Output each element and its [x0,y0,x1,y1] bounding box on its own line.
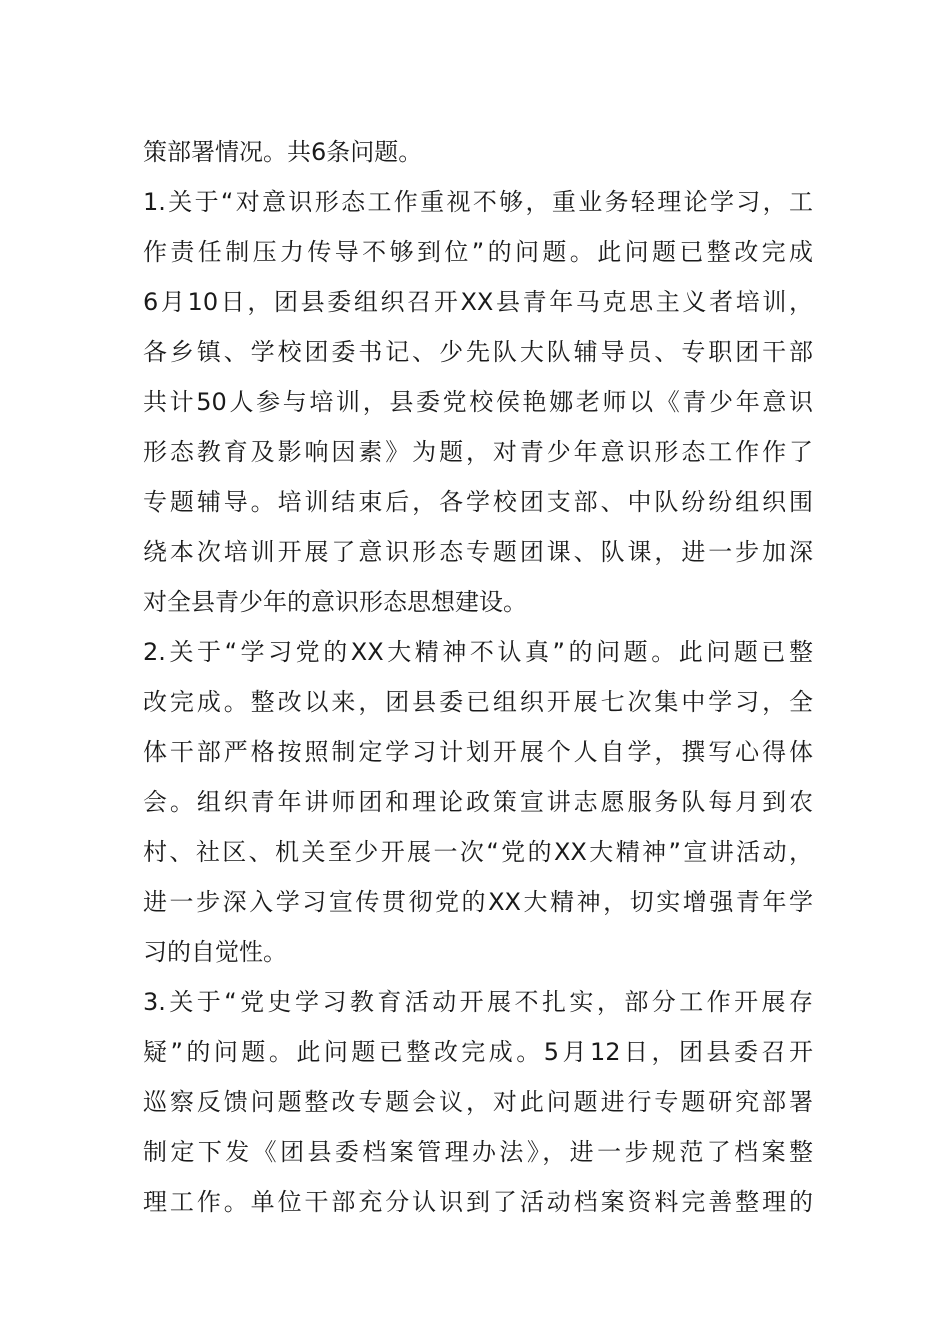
text-line: 专题辅导。培训结束后，各学校团支部、中队纷纷组织围 [143,488,813,516]
text-line: 各乡镇、学校团委书记、少先队大队辅导员、专职团干部 [143,338,813,366]
text-line: 形态教育及影响因素》为题，对青少年意识形态工作作了 [143,438,813,466]
text-line: 会。组织青年讲师团和理论政策宣讲志愿服务队每月到农 [143,788,813,816]
text-line: 策部署情况。共6条问题。 [143,138,423,166]
text-line: 3.关于“党史学习教育活动开展不扎实，部分工作开展存 [143,988,813,1016]
text-line: 2.关于“学习党的XX大精神不认真”的问题。此问题已整 [143,638,813,666]
text-line: 共计50人参与培训，县委党校侯艳娜老师以《青少年意识 [143,388,813,416]
text-line: 理工作。单位干部充分认识到了活动档案资料完善整理的 [143,1188,813,1216]
text-line: 制定下发《团县委档案管理办法》，进一步规范了档案整 [143,1138,813,1166]
text-line: 巡察反馈问题整改专题会议，对此问题进行专题研究部署 [143,1088,813,1116]
text-line: 作责任制压力传导不够到位”的问题。此问题已整改完成 [143,238,813,266]
text-line: 村、社区、机关至少开展一次“党的XX大精神”宣讲活动， [143,838,813,866]
text-line: 习的自觉性。 [143,938,287,966]
text-line: 1.关于“对意识形态工作重视不够，重业务轻理论学习，工 [143,188,813,216]
text-line: 体干部严格按照制定学习计划开展个人自学，撰写心得体 [143,738,813,766]
text-line: 对全县青少年的意识形态思想建设。 [143,588,527,616]
text-line: 6月10日，团县委组织召开XX县青年马克思主义者培训， [143,288,813,316]
text-line: 改完成。整改以来，团县委已组织开展七次集中学习，全 [143,688,813,716]
document-body [143,127,813,1227]
text-line: 绕本次培训开展了意识形态专题团课、队课，进一步加深 [143,538,813,566]
text-line: 疑”的问题。此问题已整改完成。5月12日，团县委召开 [143,1038,813,1066]
text-line: 进一步深入学习宣传贯彻党的XX大精神，切实增强青年学 [143,888,813,916]
